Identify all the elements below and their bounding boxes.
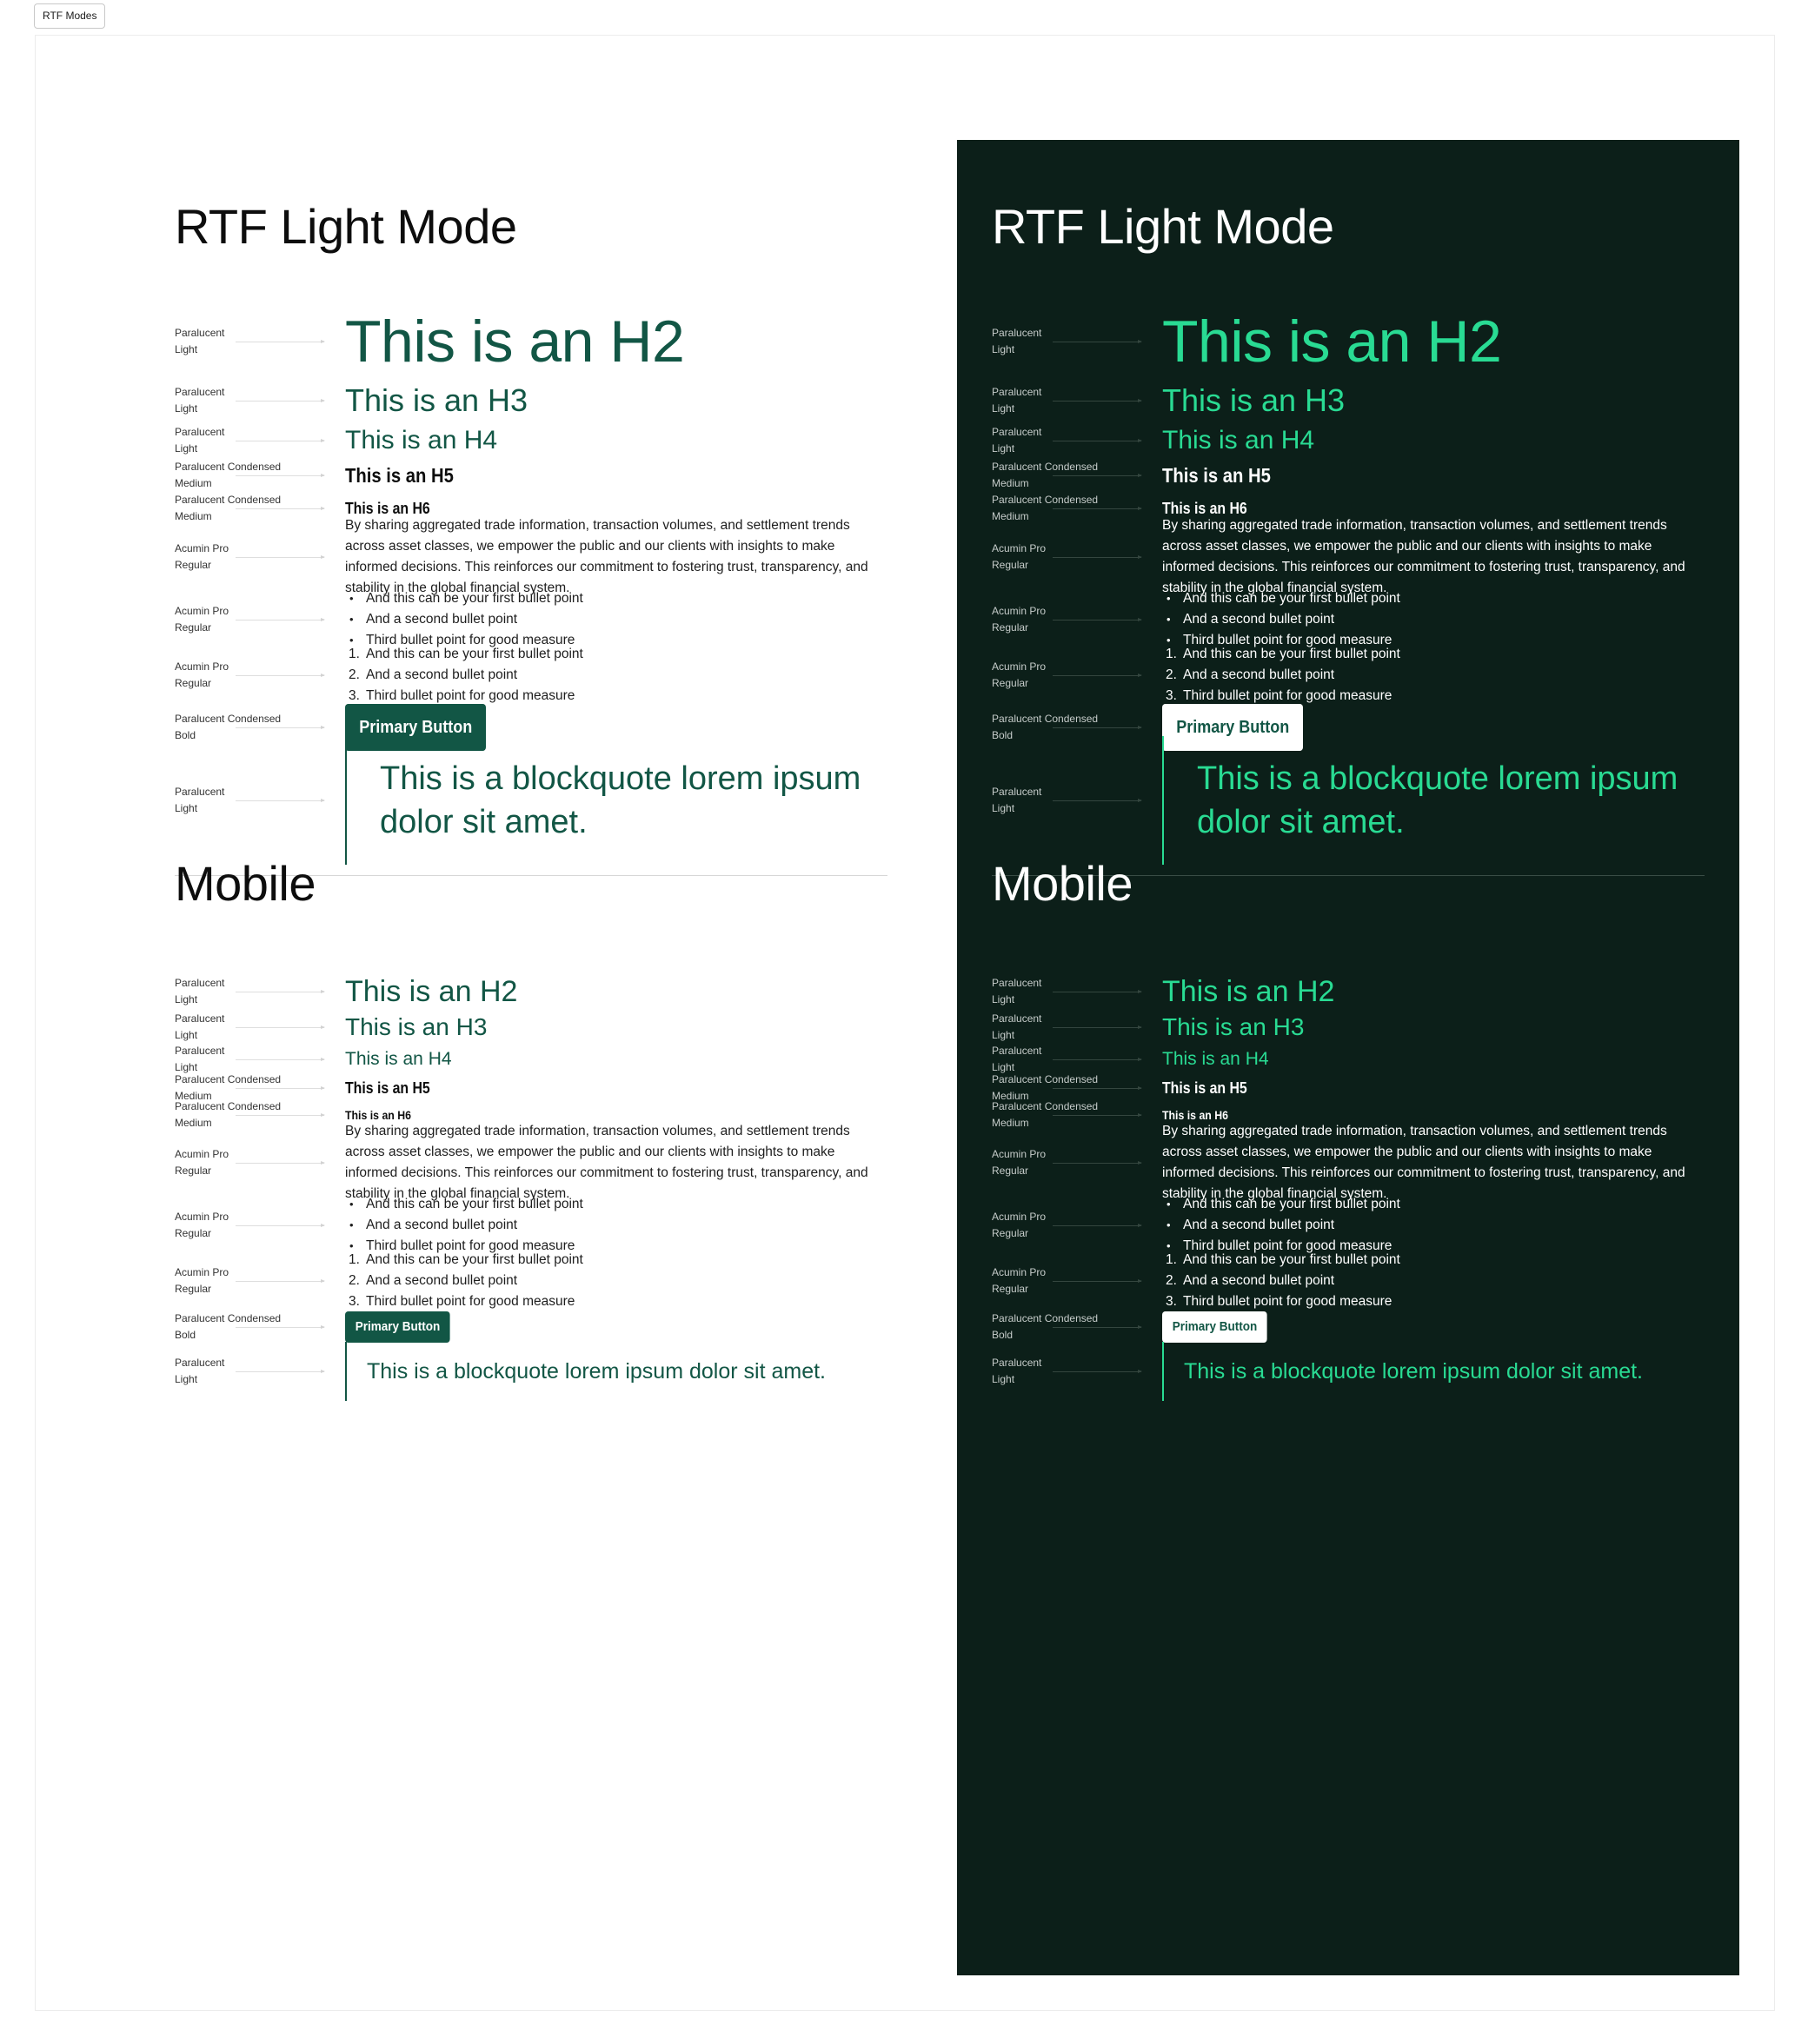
font-spec: Paralucent Light [175, 327, 225, 355]
font-spec: Paralucent Condensed Medium [175, 494, 282, 522]
list-item: 1. And this can be your first bullet point [1162, 644, 1705, 665]
heading-h6-mobile: This is an H6 [1162, 1108, 1228, 1122]
font-spec: Acumin Pro Regular [992, 660, 1047, 689]
arrow-icon [1053, 1027, 1141, 1028]
body-paragraph-mobile: By sharing aggregated trade information, transaction volumes, and settlement trends across asset classes, we empower the public and our clients with insights to make informed decisions. This reinforces our commitment to fostering trust, transparency, and stability in the global financial system. [345, 1124, 868, 1201]
list-item: 3. Third bullet point for good measure [1162, 1291, 1705, 1312]
arrow-icon [236, 1225, 324, 1226]
heading-h4: This is an H4 [1162, 426, 1315, 455]
primary-button-mobile[interactable]: Primary Button [1162, 1311, 1267, 1343]
button-wrapper [1162, 1311, 1705, 1343]
desktop-section-title: RTF Light Mode [175, 199, 517, 254]
heading-h5: This is an H5 [345, 464, 454, 487]
frame-label[interactable]: RTF Modes [34, 3, 105, 29]
heading-h2: This is an H2 [1162, 309, 1502, 375]
list-item: • And a second bullet point [1162, 1215, 1705, 1236]
arrow-icon [236, 1059, 324, 1060]
font-spec: Acumin Pro Regular [992, 1148, 1047, 1177]
font-spec: Paralucent Light [992, 977, 1042, 1005]
heading-h4-mobile: This is an H4 [345, 1049, 452, 1069]
arrow-icon [236, 800, 324, 801]
arrow-icon [1053, 1327, 1141, 1328]
heading-h6: This is an H6 [1162, 500, 1247, 517]
font-spec: Paralucent Condensed Bold [992, 713, 1099, 741]
font-spec: Acumin Pro Regular [175, 542, 229, 571]
arrow-icon [236, 1115, 324, 1116]
body-paragraph: By sharing aggregated trade information, transaction volumes, and settlement trends across asset classes, we empower the public and our clients with insights to make informed decisions. This reinforces our commitment to fostering trust, transparency, and stability in the global financial system. [345, 518, 868, 595]
numbered-list [345, 644, 887, 707]
list-item: • And a second bullet point [345, 609, 887, 630]
list-item: • And this can be your first bullet point [345, 1194, 887, 1215]
arrow-icon [1053, 727, 1141, 728]
numbered-list-mobile [1162, 1250, 1705, 1312]
list-item: • Third bullet point for good measure [345, 630, 887, 651]
desktop-section-title: RTF Light Mode [992, 199, 1334, 254]
font-spec: Paralucent Light [992, 1357, 1042, 1385]
font-spec: Acumin Pro Regular [175, 1211, 229, 1239]
font-spec: Acumin Pro Regular [992, 1211, 1047, 1239]
list-item: 1. And this can be your first bullet point [1162, 1250, 1705, 1271]
font-spec: Acumin Pro Regular [992, 542, 1047, 571]
dark-mode-panel [957, 140, 1739, 1975]
list-item: 2. And a second bullet point [1162, 1271, 1705, 1291]
font-spec: Paralucent Condensed Medium [992, 461, 1099, 489]
font-spec: Paralucent Light [992, 1012, 1042, 1041]
list-item: • And this can be your first bullet point [345, 588, 887, 609]
numbered-list-mobile [345, 1250, 887, 1312]
arrow-icon [1053, 475, 1141, 476]
font-spec: Acumin Pro Regular [992, 605, 1047, 634]
font-spec: Paralucent Light [175, 1012, 225, 1041]
arrow-icon [1053, 800, 1141, 801]
font-spec: Acumin Pro Regular [175, 1148, 229, 1177]
arrow-icon [236, 1027, 324, 1028]
arrow-icon [236, 1088, 324, 1089]
primary-button[interactable]: Primary Button [345, 704, 486, 751]
bullet-list [1162, 588, 1705, 651]
heading-h3: This is an H3 [345, 382, 528, 418]
font-spec: Paralucent Condensed Medium [175, 1073, 282, 1102]
light-mode-panel [140, 140, 922, 1975]
heading-h3: This is an H3 [1162, 382, 1346, 418]
font-spec: Acumin Pro Regular [175, 605, 229, 634]
arrow-icon [236, 557, 324, 558]
arrow-icon [1053, 1088, 1141, 1089]
heading-h2-mobile: This is an H2 [345, 975, 518, 1008]
primary-button-mobile[interactable]: Primary Button [345, 1311, 450, 1343]
list-item: 1. And this can be your first bullet point [345, 1250, 887, 1271]
list-item: 2. And a second bullet point [1162, 665, 1705, 686]
canvas [35, 35, 1775, 2011]
list-item: 1. And this can be your first bullet point [345, 644, 887, 665]
font-spec: Paralucent Light [992, 426, 1042, 455]
heading-h6: This is an H6 [345, 500, 430, 517]
heading-h2: This is an H2 [345, 309, 685, 375]
arrow-icon [1053, 675, 1141, 676]
mobile-section-title: Mobile [992, 856, 1133, 911]
font-spec: Acumin Pro Regular [175, 660, 229, 689]
list-item: • And this can be your first bullet point [1162, 588, 1705, 609]
font-spec: Acumin Pro Regular [992, 1266, 1047, 1295]
arrow-icon [236, 475, 324, 476]
font-spec: Paralucent Light [175, 1357, 225, 1385]
font-spec: Paralucent Light [992, 386, 1042, 415]
arrow-icon [1053, 508, 1141, 509]
arrow-icon [1053, 1115, 1141, 1116]
list-item: 3. Third bullet point for good measure [345, 686, 887, 707]
font-spec: Acumin Pro Regular [175, 1266, 229, 1295]
font-spec: Paralucent Condensed Bold [175, 713, 282, 741]
bullet-list [345, 588, 887, 651]
arrow-icon [236, 727, 324, 728]
blockquote: This is a blockquote lorem ipsum dolor sit amet. [345, 736, 887, 865]
blockquote: This is a blockquote lorem ipsum dolor sit amet. [1162, 736, 1705, 865]
body-paragraph: By sharing aggregated trade information, transaction volumes, and settlement trends across asset classes, we empower the public and our clients with insights to make informed decisions. This reinforces our commitment to fostering trust, transparency, and stability in the global financial system. [1162, 518, 1685, 595]
arrow-icon [1053, 557, 1141, 558]
button-wrapper [345, 1311, 887, 1343]
blockquote-mobile: This is a blockquote lorem ipsum dolor sit amet. [1162, 1342, 1705, 1401]
arrow-icon [1053, 1163, 1141, 1164]
list-item: • Third bullet point for good measure [345, 1236, 887, 1257]
list-item: 3. Third bullet point for good measure [345, 1291, 887, 1312]
mobile-section-title: Mobile [175, 856, 316, 911]
arrow-icon [236, 1163, 324, 1164]
arrow-icon [1053, 1371, 1141, 1372]
list-item: • And a second bullet point [1162, 609, 1705, 630]
heading-h5: This is an H5 [1162, 464, 1271, 487]
heading-h4-mobile: This is an H4 [1162, 1049, 1269, 1069]
arrow-icon [236, 1281, 324, 1282]
arrow-icon [1053, 1281, 1141, 1282]
bullet-list-mobile [345, 1194, 887, 1257]
font-spec: Paralucent Light [992, 327, 1042, 355]
font-spec: Paralucent Condensed Medium [175, 1100, 282, 1129]
font-spec: Paralucent Condensed Bold [175, 1312, 282, 1341]
font-spec: Paralucent Light [175, 977, 225, 1005]
heading-h6-mobile: This is an H6 [345, 1108, 411, 1122]
list-item: 3. Third bullet point for good measure [1162, 686, 1705, 707]
font-spec: Paralucent Light [992, 786, 1042, 814]
arrow-icon [1053, 401, 1141, 402]
numbered-list [1162, 644, 1705, 707]
heading-h4: This is an H4 [345, 426, 498, 455]
list-item: • And this can be your first bullet point [1162, 1194, 1705, 1215]
font-spec: Paralucent Condensed Bold [992, 1312, 1099, 1341]
arrow-icon [236, 401, 324, 402]
font-spec: Paralucent Condensed Medium [992, 1073, 1099, 1102]
primary-button[interactable]: Primary Button [1162, 704, 1303, 751]
blockquote-mobile: This is a blockquote lorem ipsum dolor sit amet. [345, 1342, 887, 1401]
font-spec: Paralucent Light [175, 1045, 225, 1073]
heading-h3-mobile: This is an H3 [345, 1013, 488, 1040]
font-spec: Paralucent Condensed Medium [175, 461, 282, 489]
list-item: • And a second bullet point [345, 1215, 887, 1236]
heading-h5-mobile: This is an H5 [1162, 1079, 1247, 1097]
list-item: 2. And a second bullet point [345, 665, 887, 686]
heading-h5-mobile: This is an H5 [345, 1079, 430, 1097]
font-spec: Paralucent Light [175, 426, 225, 455]
list-item: • Third bullet point for good measure [1162, 630, 1705, 651]
arrow-icon [236, 1371, 324, 1372]
bullet-list-mobile [1162, 1194, 1705, 1257]
arrow-icon [1053, 1225, 1141, 1226]
arrow-icon [236, 1327, 324, 1328]
arrow-icon [236, 675, 324, 676]
font-spec: Paralucent Light [992, 1045, 1042, 1073]
body-paragraph-mobile: By sharing aggregated trade information, transaction volumes, and settlement trends across asset classes, we empower the public and our clients with insights to make informed decisions. This reinforces our commitment to fostering trust, transparency, and stability in the global financial system. [1162, 1124, 1685, 1201]
font-spec: Paralucent Light [175, 386, 225, 415]
font-spec: Paralucent Condensed Medium [992, 1100, 1099, 1129]
heading-h3-mobile: This is an H3 [1162, 1013, 1305, 1040]
list-item: 2. And a second bullet point [345, 1271, 887, 1291]
list-item: • Third bullet point for good measure [1162, 1236, 1705, 1257]
font-spec: Paralucent Condensed Medium [992, 494, 1099, 522]
arrow-icon [1053, 1059, 1141, 1060]
font-spec: Paralucent Light [175, 786, 225, 814]
heading-h2-mobile: This is an H2 [1162, 975, 1335, 1008]
arrow-icon [236, 508, 324, 509]
